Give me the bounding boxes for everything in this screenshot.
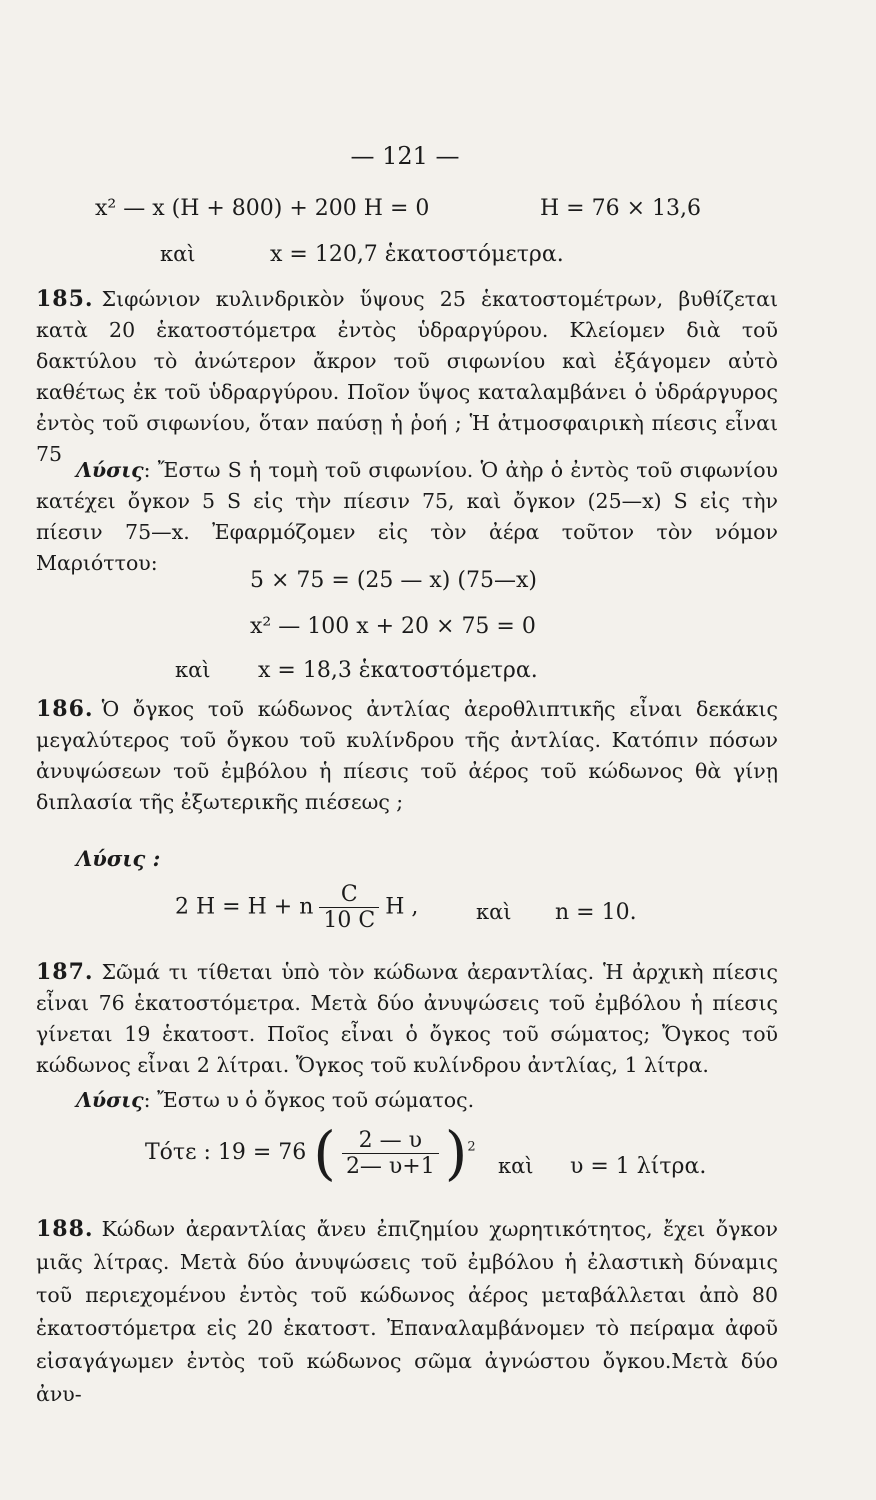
equation-185-2: x² — 100 x + 20 × 75 = 0 [250,614,536,639]
fraction-denominator: 2— υ+1 [345,1153,435,1179]
problem-number: 188. [36,1216,94,1242]
problem-text: Ὁ ὄγκος τοῦ κώδωνος ἀντλίας ἀεροθλιπτικῆς εἶναι δεκάκις μεγαλύτερος τοῦ ὄγκου τοῦ κυλίνδρου τῆς ἀντλίας. Κατόπιν πόσων ἀνυψώσεων τοῦ ἐμβόλου ἡ πίεσις τοῦ ἀέρος τοῦ κώδωνος θὰ γίνῃ διπλασία τῆς ἐξωτερικῆς πιέσεως ; [36,697,778,814]
kai-187: καὶ [498,1154,534,1178]
equation-186 [175,882,418,933]
solution-text: : Ἔστω υ ὁ ὄγκος τοῦ σώματος. [143,1088,475,1112]
problem-188 [36,1213,778,1411]
top-equation-right: H = 76 × 13,6 [540,196,702,221]
page-number: — 121 — [350,142,460,170]
equation-187-right: υ = 1 λίτρα. [570,1154,707,1179]
problem-number: 186. [36,696,94,722]
problem-text: Κώδων ἀεραντλίας ἄνευ ἐπιζημίου χωρητικότητος, ἔχει ὄγκον μιᾶς λίτρας. Μετὰ δύο ἀνυψώσεις τοῦ ἐμβόλου ἡ ἐλαστικὴ δύναμις τοῦ περιεχομένου ἐντὸς τοῦ κώδωνος ἀέρος μεταβάλλεται ἀπὸ 80 ἑκατοστόμετρα εἰς 20 ἑκατοστ. Ἐπαναλαμβάνομεν τὸ πείραμα ἀφοῦ εἰσαγάγωμεν ἐντὸς τοῦ κώδωνος σῶμα ἀγνώστου ὄγκου.Μετὰ δύο ἀνυ- [36,1217,778,1406]
problem-186 [36,694,778,818]
kai-186: καὶ [476,900,512,924]
fraction-numerator: 2 — υ [342,1128,439,1154]
equation-186-right: n = 10. [555,900,637,925]
problem-number: 187. [36,959,94,985]
equation-186-mid: H , [385,894,419,920]
equation-186-left: 2 H = H + n [175,894,314,920]
solution-187 [76,1088,474,1112]
solution-label: Λύσις [76,1088,144,1112]
fraction [319,882,379,933]
equation-185-1: 5 × 75 = (25 — x) (75—x) [250,568,537,593]
fraction-denominator: 10 C [323,908,376,933]
solution-text: : Ἔστω S ἡ τομὴ τοῦ σιφωνίου. Ὁ ἀὴρ ὁ ἐντὸς τοῦ σιφωνίου κατέχει ὄγκον 5 S εἰς τὴν πίεσιν 75, καὶ ὄγκον (25—x) S εἰς τὴν πίεσιν 75—x. Ἐφαρμόζομεν εἰς τὸν ἀέρα τοῦτον τὸν νόμον Μαριόττου: [36,458,778,575]
equation-187 [145,1119,476,1187]
exponent: 2 [467,1139,476,1155]
top-kai: καὶ [160,242,196,266]
equation-187-left: Τότε : 19 = 76 [145,1140,307,1165]
solution-label: Λύσις [76,458,144,482]
problem-185 [36,284,778,470]
problem-text: Σῶμά τι τίθεται ὑπὸ τὸν κώδωνα ἀεραντλίας. Ἡ ἀρχικὴ πίεσις εἶναι 76 ἑκατοστόμετρα. Μετὰ δύο ἀνυψώσεις τοῦ ἐμβόλου ἡ πίεσις γίνεται 19 ἑκατοστ. Ποῖος εἶναι ὁ ὄγκος τοῦ σώματος; Ὄγκος τοῦ κώδωνος εἶναι 2 λίτραι. Ὄγκος τοῦ κυλίνδρου ἀντλίας, 1 λίτρα. [36,960,778,1077]
fraction [342,1128,439,1179]
solution-label-186: Λύσις : [76,846,161,871]
top-equation-left: x² — x (H + 800) + 200 H = 0 [95,196,430,221]
top-result: x = 120,7 ἑκατοστόμετρα. [270,242,564,267]
problem-187 [36,957,778,1081]
left-paren-icon: ( [313,1119,336,1187]
kai-185: καὶ [175,658,211,682]
right-paren-icon: ) [444,1119,468,1187]
equation-185-3: x = 18,3 ἑκατοστόμετρα. [258,658,538,683]
solution-185 [36,455,778,579]
problem-text: Σιφώνιον κυλινδρικὸν ὕψους 25 ἑκατοστομέτρων, βυθίζεται κατὰ 20 ἑκατοστόμετρα ἐντὸς ὑδραργύρου. Κλείομεν διὰ τοῦ δακτύλου τὸ ἀνώτερον ἄκρον τοῦ σιφωνίου καὶ ἐξάγομεν αὐτὸ καθέτως ἐκ τοῦ ὑδραργύρου. Ποῖον ὕψος καταλαμβάνει ὁ ὑδράργυρος ἐντὸς τοῦ σιφωνίου, ὅταν παύσῃ ἡ ῥοή ; Ἡ ἀτμοσφαιρικὴ πίεσις εἶναι 75 [36,287,778,466]
fraction-numerator: C [319,882,379,908]
problem-number: 185. [36,286,94,312]
